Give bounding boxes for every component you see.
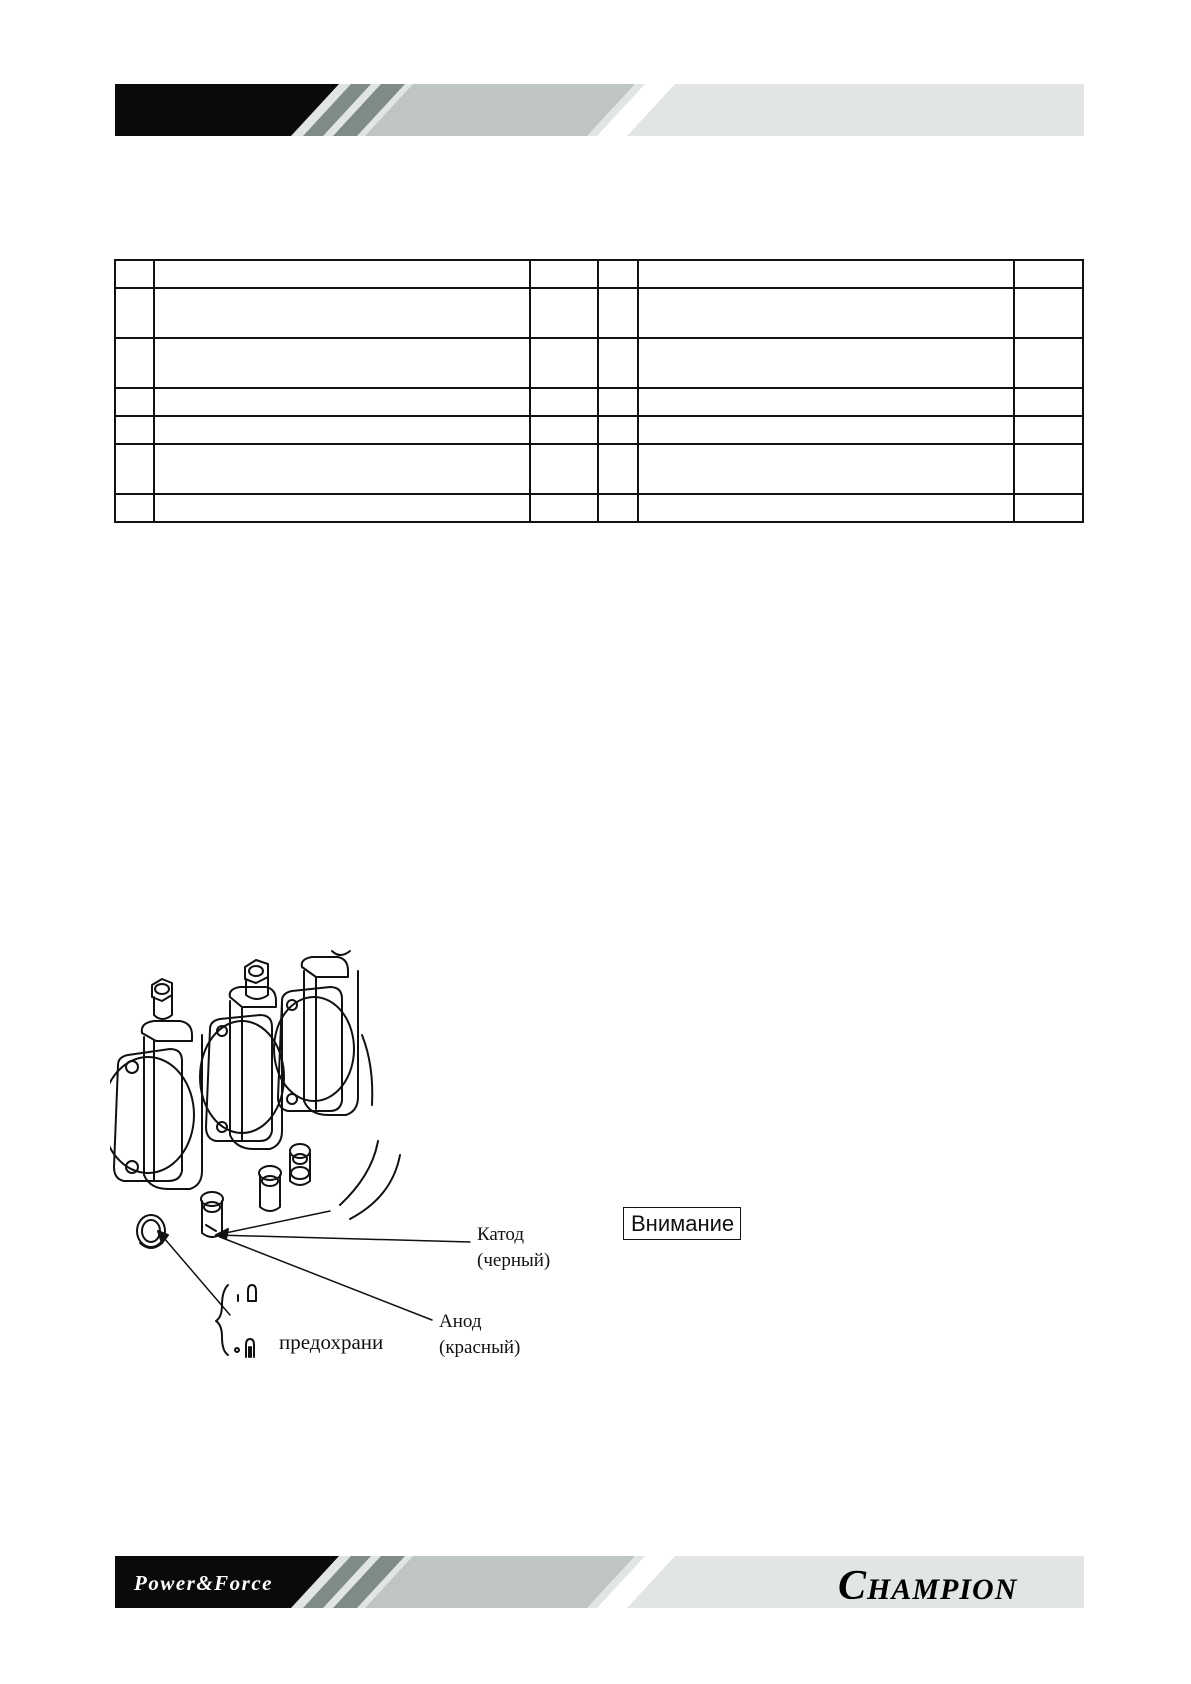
table-cell [1014, 288, 1083, 338]
table-cell [154, 444, 530, 494]
dc-terminal-icon [290, 1144, 310, 1185]
cathode-label [477, 1222, 550, 1273]
power-socket-icon [200, 987, 284, 1149]
table-row [115, 338, 1083, 388]
table-row [115, 494, 1083, 522]
table-cell [115, 338, 154, 388]
table-cell [115, 288, 154, 338]
cathode-label-name: Катод [477, 1224, 525, 1245]
table-cell [638, 288, 1014, 338]
table-cell [530, 444, 598, 494]
warning-label: Внимание [623, 1207, 741, 1240]
dc-terminal-icon [201, 1192, 223, 1237]
table-header-row [115, 260, 1083, 288]
table-row [115, 416, 1083, 444]
generator-panel-illustration [110, 945, 570, 1365]
table-cell [115, 494, 154, 522]
table-row [115, 288, 1083, 338]
table-row [115, 388, 1083, 416]
table-cell [598, 388, 638, 416]
table-cell [530, 288, 598, 338]
table-cell [598, 338, 638, 388]
table-cell [1014, 444, 1083, 494]
table-cell [1014, 260, 1083, 288]
table-cell [154, 338, 530, 388]
table-cell [530, 388, 598, 416]
table-cell [115, 416, 154, 444]
power-force-logo: Power&Force [134, 1571, 273, 1595]
nut-icon [152, 979, 172, 1019]
table-cell [638, 444, 1014, 494]
table-cell [638, 260, 1014, 288]
power-socket-icon [110, 1021, 202, 1189]
table-cell [115, 260, 154, 288]
table-cell [154, 260, 530, 288]
table-cell [638, 388, 1014, 416]
table-cell [638, 416, 1014, 444]
fuse-label: предохрани [279, 1330, 384, 1354]
champion-logo-initial: C [838, 1563, 868, 1609]
table-cell [530, 494, 598, 522]
table-row [115, 444, 1083, 494]
table-cell [598, 494, 638, 522]
table-cell [154, 288, 530, 338]
table-cell [598, 288, 638, 338]
stripe-band-icon [115, 84, 1084, 136]
anode-label-color: (красный) [439, 1336, 521, 1358]
table-cell [154, 388, 530, 416]
parts-table [114, 259, 1084, 523]
cathode-label-color: (черный) [477, 1249, 551, 1271]
anode-label [439, 1309, 520, 1360]
table-cell [115, 444, 154, 494]
table-cell [154, 494, 530, 522]
power-socket-icon [274, 957, 372, 1115]
header-stripe-band [115, 84, 1084, 136]
table-cell [638, 494, 1014, 522]
table-cell [530, 260, 598, 288]
table-cell [154, 416, 530, 444]
table-cell [115, 388, 154, 416]
table-cell [530, 416, 598, 444]
anode-label-name: Анод [439, 1311, 482, 1332]
table-cell [530, 338, 598, 388]
champion-logo-rest: HAMPION [867, 1573, 1018, 1606]
table-cell [598, 260, 638, 288]
table-cell [598, 416, 638, 444]
table-cell [598, 444, 638, 494]
champion-logo [838, 1562, 1017, 1610]
table-cell [1014, 388, 1083, 416]
table-cell [1014, 494, 1083, 522]
nut-icon [245, 960, 268, 999]
table-cell [638, 338, 1014, 388]
table-cell [1014, 338, 1083, 388]
dc-terminal-icon [259, 1166, 281, 1211]
table-cell [1014, 416, 1083, 444]
